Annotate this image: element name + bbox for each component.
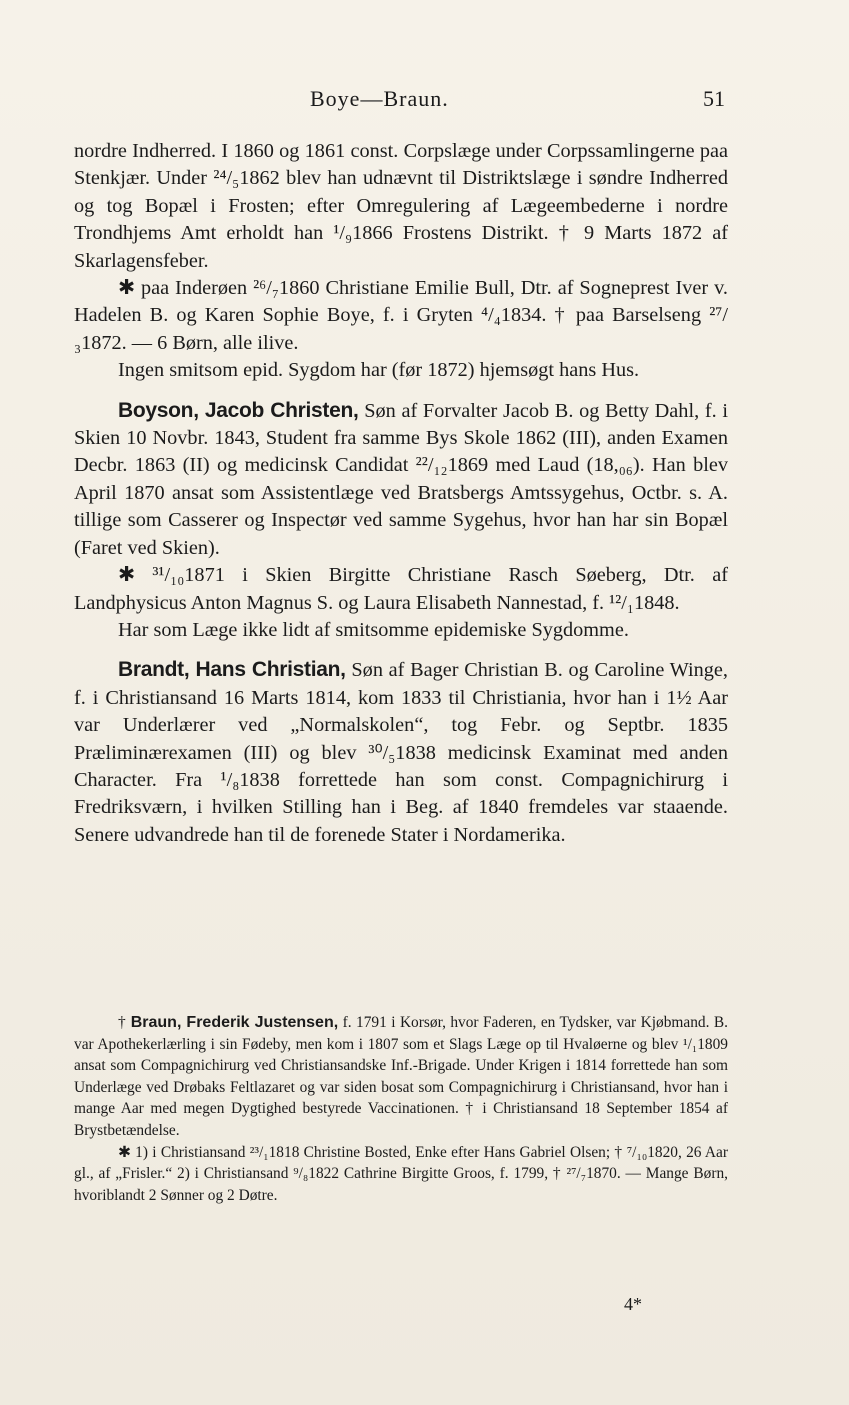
paragraph-bull-marriage: ✱ paa Inderøen ²⁶/₇1860 Christiane Emilie Bull, Dtr. af Sogneprest Iver v. Hadelen B. og Karen Sophie Boye, f. i Gryten ⁴/₄1834. † paa Barselseng ²⁷/₃1872. — 6 Børn, alle ilive.	[74, 277, 728, 354]
paragraph-bull-career: nordre Indherred. I 1860 og 1861 const. Corpslæge under Corpssamlingerne paa Stenkjær. Under ²⁴/₅1862 blev han udnævnt til Distriktslæge i søndre Indherred og tog Bopæl i Frosten; efter Omregulering af Lægeembederne i nordre Trondhjems Amt erholdt han ¹/₉1866 Frostens Distrikt. † 9 Marts 1872 af Skarlagensfeber.	[74, 140, 728, 272]
boyson-note: Har som Læge ikke lidt af smitsomme epidemiske Sygdomme.	[118, 618, 629, 641]
signature-mark: 4*	[624, 1294, 642, 1314]
running-head: Boye—Braun.	[310, 86, 449, 111]
footnote-marriage-braun: ✱ 1) i Christiansand ²³/₁1818 Christine Bosted, Enke efter Hans Gabriel Olsen; † ⁷/₁₀1820, 26 Aar gl., af „Frisler.“ 2) i Christiansand ⁹/₈1822 Cathrine Birgitte Groos, f. 1799, † ²⁷/₇1870. — Mange Børn, hvoriblandt 2 Sønner og 2 Døtre.	[74, 1143, 728, 1204]
entry-text-boyson: Søn af Forvalter Jacob B. og Betty Dahl, f. i Skien 10 Novbr. 1843, Student fra samme Bys Skole 1862 (III), anden Examen Decbr. 1863 (II) og medicinsk Candidat ²²/₁₂1869 med Laud (18,₀₆). Han blev April 1870 ansat som Assistentlæge ved Bratsbergs Amtssygehus, Octbr. s. A. tillige som Casserer og Inspectør ved samme Sygehus, hvor han har sin Bopæl (Faret ved Skien).	[74, 399, 728, 559]
entry-name-brandt: Brandt, Hans Christian,	[118, 658, 346, 682]
paragraph-bull-epidemic: Ingen smitsom epid. Sygdom har (før 1872) hjemsøgt hans Hus.	[118, 359, 640, 382]
entry-text-brandt: Søn af Bager Christian B. og Caroline Winge, f. i Christiansand 16 Marts 1814, kom 1833 til Christiania, hvor han i 1½ Aar var Underlærer ved „Normalskolen“, tog Febr. og Septbr. 1835 Præliminærexamen (III) og blev ³⁰/₅1838 medicinsk Examinat med anden Character. Fra ¹/₈1838 forrettede han som const. Compagnichirurg i Fredriksværn, i hvilken Stilling han i Beg. af 1840 fremdeles var staaende. Senere udvandrede han til de forenede Stater i Nordamerika.	[74, 659, 728, 846]
entry-boyson	[74, 397, 728, 562]
main-text	[74, 138, 728, 849]
boyson-marriage: ✱ ³¹/₁₀1871 i Skien Birgitte Christiane Rasch Søeberg, Dtr. af Landphysicus Anton Magnus S. og Laura Elisabeth Nannestad, f. ¹²/₁1848.	[74, 564, 728, 614]
page-number: 51	[703, 86, 725, 111]
footnote-text-braun: f. 1791 i Korsør, hvor Faderen, en Tydsker, var Kjøbmand. B. var Apothekerlærling i sin Fødeby, men kom i 1807 som et Slags Læge op til Hvaløerne og blev ¹/₁1809 ansat som Compagnichirurg ved Christiansandske Inf.-Brigade. Under Krigen i 1814 forrettede han som Underlæge ved Drøbaks Feltlazaret og var siden bosat som Compagnichirurg i Christiansand, hvor han i mange Aar med megen Dygtighed bestyrede Vaccinationen. † i Christiansand 18 September 1854 af Brystbetændelse.	[74, 1014, 728, 1139]
entry-brandt	[74, 656, 728, 849]
entry-name-boyson: Boyson, Jacob Christen,	[118, 398, 359, 422]
footnote	[74, 1012, 728, 1206]
footnote-entry-braun	[74, 1012, 728, 1142]
footnote-name-braun: Braun, Frederik Justensen,	[130, 1014, 339, 1031]
dagger-symbol: †	[118, 1014, 127, 1031]
page-header	[0, 86, 849, 116]
